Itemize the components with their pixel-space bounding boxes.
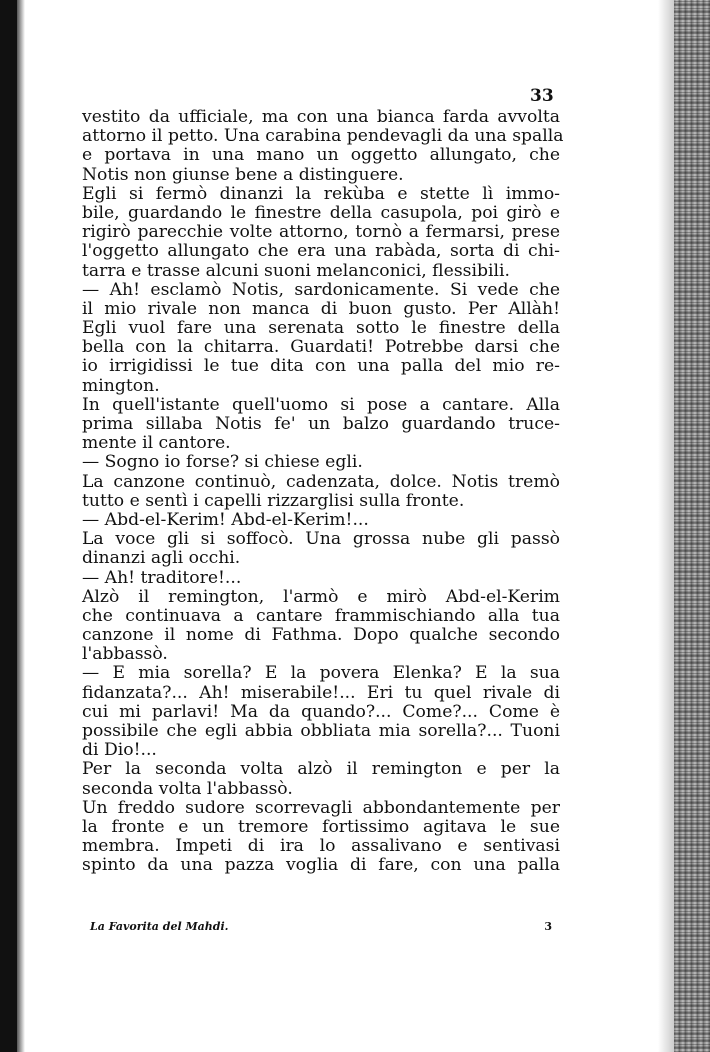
text-line: l'abbassò. bbox=[82, 644, 168, 665]
text-line: Un freddo sudore scorrevagli abbondantemente per bbox=[82, 797, 560, 818]
text-line: bile, guardando le finestre della casupola, poi girò e bbox=[82, 202, 560, 223]
text-line: La canzone continuò, cadenzata, dolce. Notis tremò bbox=[82, 471, 560, 492]
text-line: attorno il petto. Una carabina pendevagli da una spalla bbox=[82, 126, 564, 147]
text-line: seconda volta l'abbassò. bbox=[82, 778, 293, 799]
text-line: cui mi parlavi! Ma da quando?... Come?... Come è bbox=[82, 701, 560, 722]
text-line: Alzò il remington, l'armò e mirò Abd-el-Kerim bbox=[82, 586, 560, 607]
text-line: Egli si fermò dinanzi la rekùba e stette lì immo- bbox=[82, 183, 560, 204]
text-line: In quell'istante quell'uomo si pose a cantare. Alla bbox=[82, 394, 560, 415]
page-edge-fade bbox=[658, 0, 674, 1052]
text-line: canzone il nome di Fathma. Dopo qualche secondo bbox=[82, 625, 560, 646]
text-line: di Dio!... bbox=[82, 740, 157, 761]
text-line: fidanzata?... Ah! miserabile!... Eri tu quel rivale di bbox=[82, 682, 560, 703]
text-line: spinto da una pazza voglia di fare, con una palla bbox=[82, 855, 560, 876]
page-stack-edge bbox=[674, 0, 710, 1052]
text-line: dinanzi agli occhi. bbox=[82, 548, 241, 569]
page-binding-edge bbox=[0, 0, 17, 1052]
text-line: — Abd-el-Kerim! Abd-el-Kerim!... bbox=[82, 509, 369, 530]
text-line: — Sogno io forse? si chiese egli. bbox=[82, 452, 363, 473]
page-binding-shadow bbox=[17, 0, 25, 1052]
footer-signature-mark: 3 bbox=[544, 920, 552, 933]
text-line: Notis non giunse bene a distinguere. bbox=[82, 164, 404, 185]
text-line: Per la seconda volta alzò il remington e per la bbox=[82, 759, 560, 780]
text-line: la fronte e un tremore fortissimo agitava le sue bbox=[82, 816, 560, 837]
body-text bbox=[82, 107, 564, 876]
text-line: La voce gli si soffocò. Una grossa nube gli passò bbox=[82, 529, 560, 550]
text-line: membra. Impeti di ira lo assalivano e sentivasi bbox=[82, 836, 560, 857]
text-line: il mio rivale non manca di buon gusto. Per Allàh! bbox=[82, 298, 560, 319]
text-line: prima sillaba Notis fe' un balzo guardando truce- bbox=[82, 414, 560, 434]
text-line: e portava in una mano un oggetto allungato, che bbox=[82, 145, 560, 166]
text-line: tarra e trasse alcuni suoni melanconici, flessibili. bbox=[82, 260, 510, 281]
text-line: rigirò parecchie volte attorno, tornò a fermarsi, prese bbox=[82, 222, 560, 243]
text-line: l'oggetto allungato che era una rabàda, sorta di chi- bbox=[82, 241, 560, 262]
text-line: Egli vuol fare una serenata sotto le finestre della bbox=[82, 318, 560, 339]
text-line: tutto e sentì i capelli rizzarglisi sulla fronte. bbox=[82, 490, 465, 511]
page-footer bbox=[90, 920, 560, 933]
text-line: mente il cantore. bbox=[82, 433, 231, 454]
footer-book-title: La Favorita del Mahdi. bbox=[90, 920, 229, 933]
text-line: che continuava a cantare frammischiando alla tua bbox=[82, 605, 560, 626]
text-line: bella con la chitarra. Guardati! Potrebbe darsi che bbox=[82, 337, 560, 358]
text-line: — E mia sorella? E la povera Elenka? E la sua bbox=[82, 663, 560, 684]
text-line: — Ah! traditore!... bbox=[82, 567, 242, 588]
text-line: — Ah! esclamò Notis, sardonicamente. Si vede che bbox=[82, 279, 560, 300]
page-number: 33 bbox=[530, 86, 554, 106]
text-line: io irrigidissi le tue dita con una palla del mio re- bbox=[82, 356, 560, 377]
text-line: vestito da ufficiale, ma con una bianca farda avvolta bbox=[82, 107, 560, 127]
text-line: possibile che egli abbia obbliata mia sorella?... Tuoni bbox=[82, 721, 560, 741]
text-line: mington. bbox=[82, 375, 160, 396]
